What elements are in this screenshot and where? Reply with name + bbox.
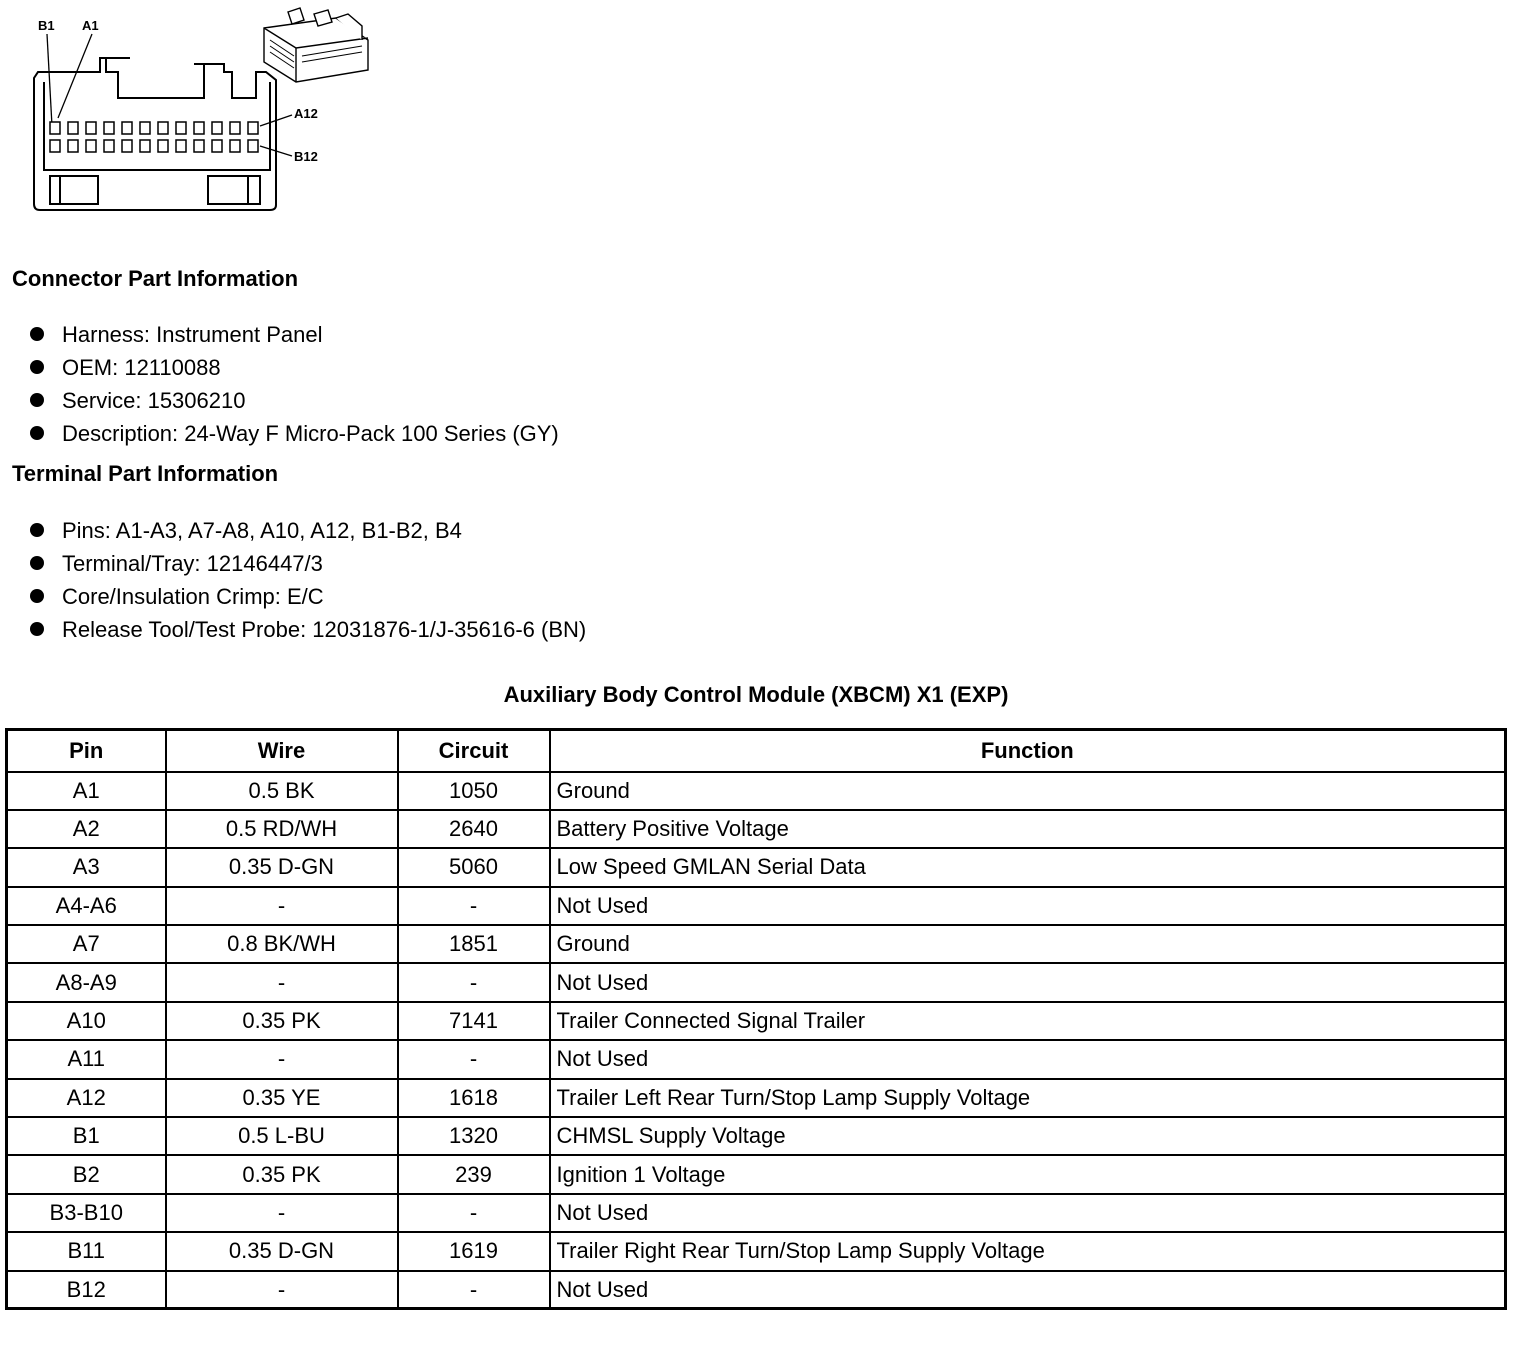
cell-circuit: 5060: [398, 848, 550, 886]
bullet-icon: [30, 327, 44, 341]
bullet-icon: [30, 393, 44, 407]
cell-function: Ground: [550, 772, 1506, 810]
bullet-icon: [30, 426, 44, 440]
cell-pin: A4-A6: [7, 887, 166, 925]
cell-wire: 0.35 D-GN: [166, 1232, 398, 1270]
cell-function: Not Used: [550, 1194, 1506, 1232]
pin-row-a: [50, 122, 258, 134]
bullet-icon: [30, 523, 44, 537]
cell-function: CHMSL Supply Voltage: [550, 1117, 1506, 1155]
list-item: Pins: A1-A3, A7-A8, A10, A12, B1-B2, B4: [28, 514, 586, 547]
cell-wire: 0.35 YE: [166, 1079, 398, 1117]
cell-wire: 0.8 BK/WH: [166, 925, 398, 963]
cell-function: Not Used: [550, 887, 1506, 925]
cell-pin: B11: [7, 1232, 166, 1270]
cell-function: Not Used: [550, 1040, 1506, 1078]
cell-circuit: 239: [398, 1155, 550, 1193]
list-item: Description: 24-Way F Micro-Pack 100 Series (GY): [28, 417, 559, 450]
cell-wire: -: [166, 887, 398, 925]
cell-circuit: -: [398, 1040, 550, 1078]
table-row: [7, 772, 1506, 810]
label-a1: A1: [82, 18, 99, 33]
cell-function: Low Speed GMLAN Serial Data: [550, 848, 1506, 886]
cell-wire: 0.35 PK: [166, 1155, 398, 1193]
list-item: Terminal/Tray: 12146447/3: [28, 547, 586, 580]
cell-pin: B2: [7, 1155, 166, 1193]
cell-circuit: 1618: [398, 1079, 550, 1117]
connector-iso-thumbnail: [264, 8, 368, 82]
cell-function: Not Used: [550, 963, 1506, 1001]
table-row: [7, 1117, 1506, 1155]
cell-pin: A8-A9: [7, 963, 166, 1001]
header-circuit: Circuit: [398, 730, 550, 772]
cell-pin: B3-B10: [7, 1194, 166, 1232]
cell-wire: -: [166, 1271, 398, 1309]
cell-circuit: 7141: [398, 1002, 550, 1040]
pinout-table: [5, 728, 1507, 1310]
bullet-icon: [30, 556, 44, 570]
cell-pin: A7: [7, 925, 166, 963]
cell-circuit: 1851: [398, 925, 550, 963]
cell-circuit: -: [398, 1271, 550, 1309]
bullet-icon: [30, 622, 44, 636]
cell-wire: 0.35 PK: [166, 1002, 398, 1040]
header-pin: Pin: [7, 730, 166, 772]
cell-function: Ground: [550, 925, 1506, 963]
bullet-icon: [30, 360, 44, 374]
cell-wire: 0.5 RD/WH: [166, 810, 398, 848]
table-row: [7, 1002, 1506, 1040]
cell-pin: A2: [7, 810, 166, 848]
cell-function: Trailer Left Rear Turn/Stop Lamp Supply Voltage: [550, 1079, 1506, 1117]
cell-circuit: 1320: [398, 1117, 550, 1155]
list-item: Core/Insulation Crimp: E/C: [28, 580, 586, 613]
table-row: [7, 887, 1506, 925]
cell-wire: 0.5 BK: [166, 772, 398, 810]
table-row: [7, 963, 1506, 1001]
cell-pin: A1: [7, 772, 166, 810]
table-row: [7, 925, 1506, 963]
cell-function: Ignition 1 Voltage: [550, 1155, 1506, 1193]
cell-wire: -: [166, 1040, 398, 1078]
cell-wire: -: [166, 963, 398, 1001]
label-b12: B12: [294, 149, 318, 164]
list-item: Harness: Instrument Panel: [28, 318, 559, 351]
cell-circuit: -: [398, 1194, 550, 1232]
table-title: Auxiliary Body Control Module (XBCM) X1 (EXP): [503, 682, 1009, 707]
cell-wire: 0.35 D-GN: [166, 848, 398, 886]
cell-pin: A10: [7, 1002, 166, 1040]
table-row: [7, 1194, 1506, 1232]
cell-circuit: -: [398, 963, 550, 1001]
pin-row-b: [50, 140, 258, 152]
label-b1: B1: [38, 18, 55, 33]
terminal-info-list: [28, 514, 586, 646]
cell-function: Not Used: [550, 1271, 1506, 1309]
table-row: [7, 1079, 1506, 1117]
cell-pin: A3: [7, 848, 166, 886]
cell-pin: A11: [7, 1040, 166, 1078]
cell-circuit: 2640: [398, 810, 550, 848]
table-row: [7, 1232, 1506, 1270]
cell-pin: B1: [7, 1117, 166, 1155]
cell-pin: A12: [7, 1079, 166, 1117]
cell-circuit: 1050: [398, 772, 550, 810]
table-row: [7, 810, 1506, 848]
connector-info-list: [28, 318, 559, 450]
list-item: Release Tool/Test Probe: 12031876-1/J-35616-6 (BN): [28, 613, 586, 646]
table-header-row: [7, 730, 1506, 772]
cell-function: Trailer Right Rear Turn/Stop Lamp Supply Voltage: [550, 1232, 1506, 1270]
cell-pin: B12: [7, 1271, 166, 1309]
cell-wire: 0.5 L-BU: [166, 1117, 398, 1155]
list-item: OEM: 12110088: [28, 351, 559, 384]
cell-circuit: 1619: [398, 1232, 550, 1270]
connector-info-heading: Connector Part Information: [12, 266, 299, 291]
list-item: Service: 15306210: [28, 384, 559, 417]
table-row: [7, 1155, 1506, 1193]
terminal-info-heading: Terminal Part Information: [12, 461, 279, 486]
table-row: [7, 1040, 1506, 1078]
cell-circuit: -: [398, 887, 550, 925]
header-function: Function: [550, 730, 1506, 772]
cell-wire: -: [166, 1194, 398, 1232]
cell-function: Trailer Connected Signal Trailer: [550, 1002, 1506, 1040]
table-row: [7, 1271, 1506, 1309]
bullet-icon: [30, 589, 44, 603]
table-row: [7, 848, 1506, 886]
cell-function: Battery Positive Voltage: [550, 810, 1506, 848]
header-wire: Wire: [166, 730, 398, 772]
connector-diagram: [18, 0, 378, 220]
label-a12: A12: [294, 106, 318, 121]
